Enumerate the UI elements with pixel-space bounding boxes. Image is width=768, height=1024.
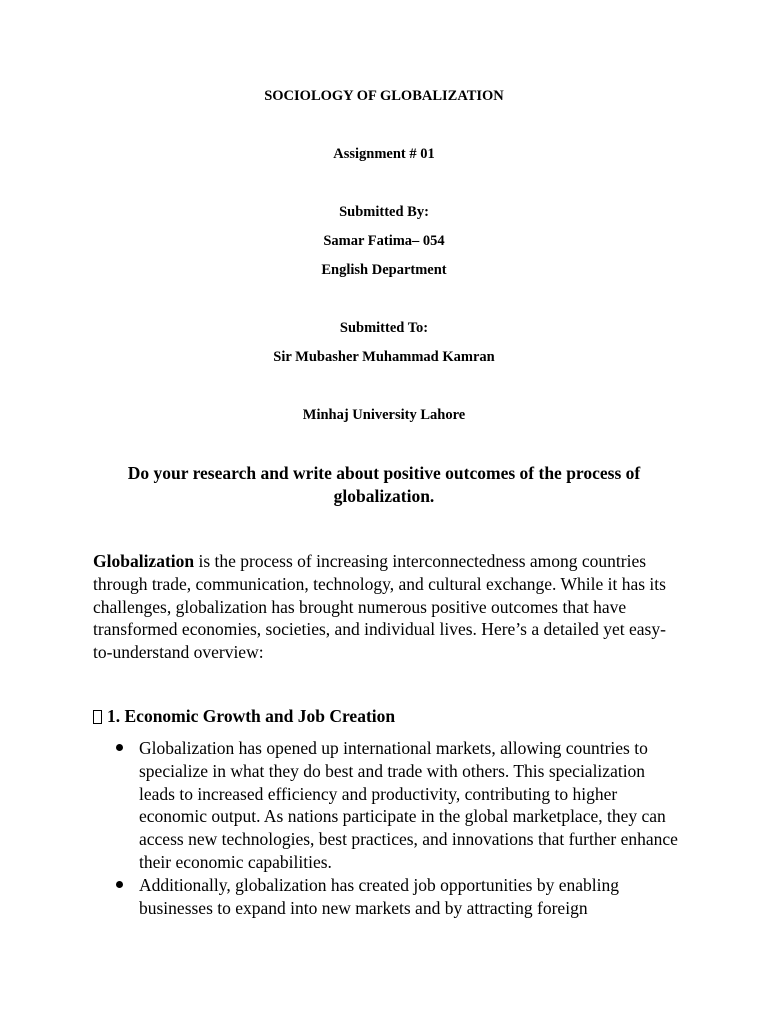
intro-term: Globalization [93, 551, 195, 571]
section-heading [93, 705, 395, 727]
assignment-question: Do your research and write about positive outcomes of the process of globalization. [127, 463, 641, 506]
submitted-to-label: Submitted To: [339, 320, 429, 336]
list-item-text: Globalization has opened up international markets, allowing countries to specialize in what they do best and trade with others. This specialization leads to increased efficiency and productivity, contributing to higher economic output. As nations participate in the global marketplace, they can access new technologies, best practices, and innovations that further enhance their economic capabilities. [139, 738, 678, 872]
list-item [93, 874, 683, 920]
box-icon [93, 710, 102, 724]
list-item-text: Additionally, globalization has created job opportunities by enabling businesses to expand into new markets and by attracting foreign [139, 874, 620, 918]
student-name: Samar Fatima– 054 [323, 233, 445, 249]
submitted-by-label: Submitted By: [339, 204, 429, 220]
course-title: SOCIOLOGY OF GLOBALIZATION [264, 88, 504, 104]
bullet-list [93, 737, 683, 919]
list-item [93, 737, 683, 874]
assignment-number: Assignment # 01 [333, 146, 435, 162]
intro-paragraph [93, 550, 683, 664]
department-name: English Department [321, 262, 447, 278]
intro-text: is the process of increasing interconnectedness among countries through trade, communication, technology, and cultural exchange. While it has its challenges, globalization has brought numerous positive outcomes that have transformed economies, societies, and individual lives. Here’s a detailed yet easy-to-understand overview: [93, 551, 666, 663]
teacher-name: Sir Mubasher Muhammad Kamran [273, 349, 495, 365]
section-heading-text: 1. Economic Growth and Job Creation [107, 706, 396, 726]
bullet-icon [116, 881, 123, 888]
bullet-icon [116, 744, 123, 751]
university-name: Minhaj University Lahore [302, 407, 466, 423]
